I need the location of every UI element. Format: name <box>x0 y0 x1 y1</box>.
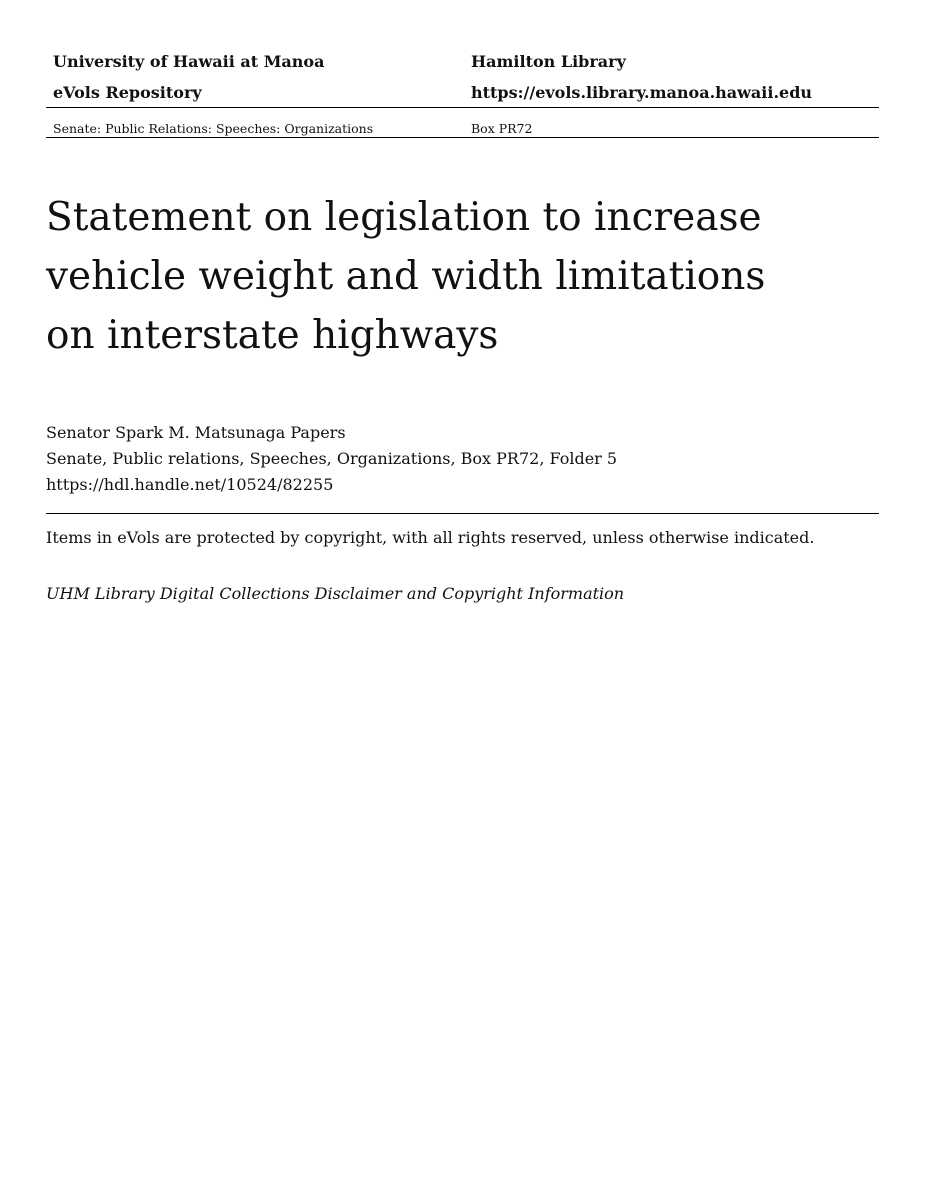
header-row-1 <box>46 52 879 83</box>
institution-name: University of Hawaii at Manoa <box>53 52 325 71</box>
folder-location: Senate, Public relations, Speeches, Organizations, Box PR72, Folder 5 <box>46 449 618 468</box>
header-subrow <box>46 118 879 138</box>
disclaimer-link[interactable]: UHM Library Digital Collections Disclaimer and Copyright Information <box>46 584 625 603</box>
repository-header <box>46 52 879 136</box>
document-title <box>46 188 806 365</box>
section-divider <box>46 513 879 514</box>
repository-url-link[interactable]: https://evols.library.manoa.hawaii.edu <box>471 83 813 102</box>
title-line: vehicle weight and width limitations <box>46 254 766 299</box>
collection-path: Senate: Public Relations: Speeches: Organizations <box>53 120 374 136</box>
rights-statement: Items in eVols are protected by copyright, with all rights reserved, unless otherwise indicated. <box>46 528 815 547</box>
title-line: Statement on legislation to increase <box>46 195 762 240</box>
header-divider-bottom <box>46 137 879 138</box>
collection-name: Senator Spark M. Matsunaga Papers <box>46 423 346 442</box>
header-divider-top <box>46 107 879 108</box>
handle-link[interactable]: https://hdl.handle.net/10524/82255 <box>46 475 334 494</box>
title-line: on interstate highways <box>46 313 499 358</box>
box-label: Box PR72 <box>471 120 533 136</box>
document-metadata <box>46 420 879 498</box>
library-name: Hamilton Library <box>471 52 626 71</box>
repository-name: eVols Repository <box>53 83 202 102</box>
header-row-2 <box>46 83 879 114</box>
